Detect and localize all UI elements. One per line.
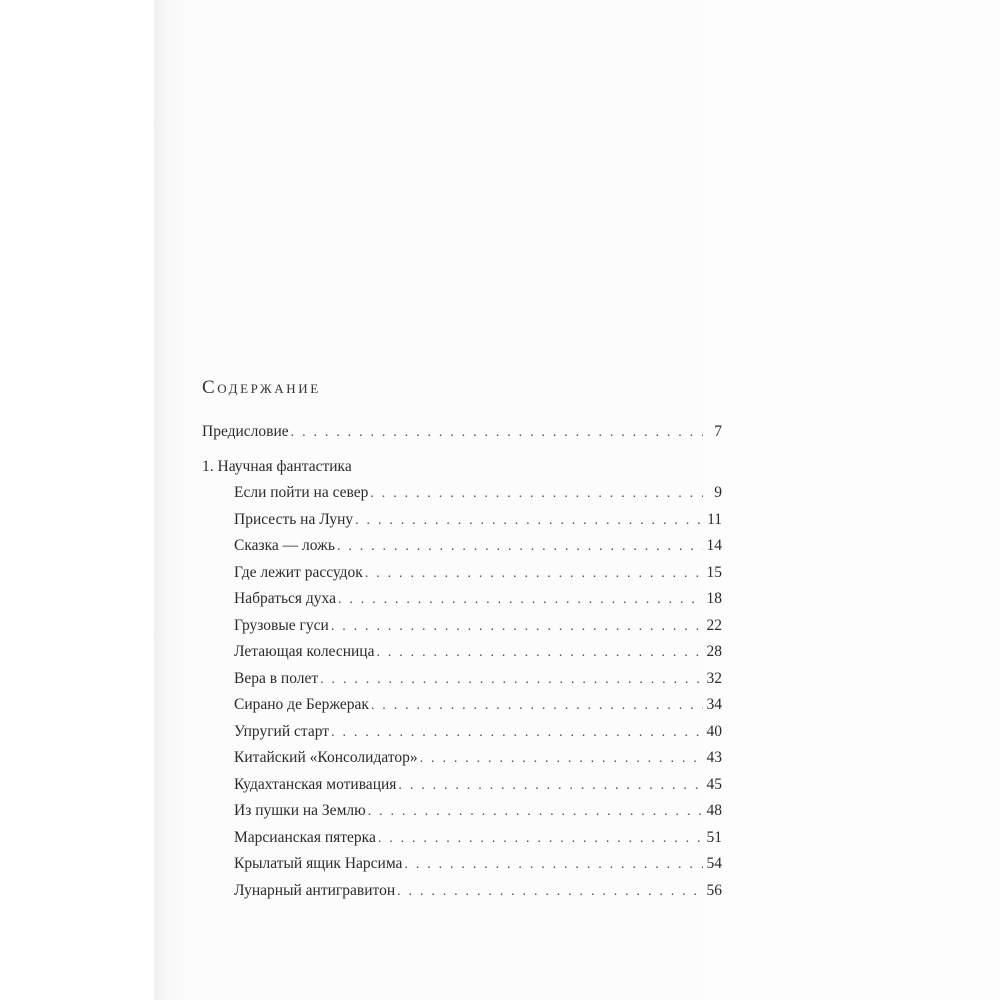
dot-leader <box>331 720 703 747</box>
toc-entry-title: Марсианская пятерка <box>234 828 376 846</box>
dot-leader <box>368 799 703 826</box>
toc-entry-page: 28 <box>706 643 722 660</box>
toc-entry-title: Если пойти на север <box>234 484 369 501</box>
toc-entry[interactable] <box>202 560 722 587</box>
toc-entry[interactable] <box>202 613 722 640</box>
dot-leader <box>376 640 703 667</box>
dot-leader <box>337 534 703 561</box>
dot-leader <box>355 508 703 535</box>
toc-entry[interactable] <box>202 745 722 772</box>
toc-entry-page: 15 <box>706 563 722 581</box>
toc-entry-title: Кудахтанская мотивация <box>234 775 397 793</box>
toc-entry-title: Лунарный антигравитон <box>234 881 396 899</box>
dot-leader <box>291 420 703 447</box>
toc-entry-page: 40 <box>706 722 722 740</box>
toc-entry[interactable] <box>202 586 722 613</box>
dot-leader <box>320 667 703 694</box>
table-of-contents <box>202 374 722 904</box>
toc-entry-title: Сказка — ложь <box>234 537 335 554</box>
dot-leader <box>365 561 703 588</box>
toc-entries-list <box>202 480 722 904</box>
toc-entry[interactable] <box>202 480 722 507</box>
toc-entry[interactable] <box>202 639 722 666</box>
toc-entry[interactable] <box>202 825 722 852</box>
toc-entry-page: 34 <box>706 696 722 713</box>
toc-entry[interactable] <box>202 692 722 719</box>
toc-heading: Содержание <box>202 377 321 398</box>
toc-entry[interactable] <box>202 507 722 534</box>
dot-leader <box>420 746 703 773</box>
toc-entry-title: Китайский «Консолидатор» <box>234 749 418 766</box>
dot-leader <box>398 773 703 800</box>
toc-entry-page: 32 <box>706 669 722 687</box>
toc-entry-title: Предисловие <box>202 423 289 440</box>
toc-entry-title: Где лежит рассудок <box>234 563 363 581</box>
toc-entry-page: 18 <box>706 590 722 607</box>
toc-entry-page: 51 <box>706 828 722 846</box>
toc-entry-title: Сирано де Бержерак <box>234 696 369 713</box>
dot-leader <box>370 481 703 508</box>
toc-entry-page: 45 <box>706 775 722 793</box>
dot-leader <box>378 826 703 853</box>
toc-entry-page: 48 <box>706 802 722 819</box>
dot-leader <box>331 614 703 641</box>
toc-entry-page: 7 <box>714 423 722 440</box>
toc-entry[interactable] <box>202 666 722 693</box>
toc-entry-page: 56 <box>706 881 722 899</box>
toc-entry-preface[interactable] <box>202 419 722 446</box>
toc-entry-title: Из пушки на Землю <box>234 802 366 819</box>
dot-leader <box>404 852 703 879</box>
toc-entry-page: 43 <box>706 749 722 766</box>
toc-section-heading: 1. Научная фантастика <box>202 457 352 475</box>
toc-entry-page: 54 <box>706 855 722 872</box>
toc-entry-title: Крылатый ящик Нарсима <box>234 855 403 872</box>
toc-entry[interactable] <box>202 878 722 905</box>
toc-entry[interactable] <box>202 533 722 560</box>
toc-entry-title: Грузовые гуси <box>234 616 329 634</box>
toc-entry-title: Вера в полет <box>234 669 319 687</box>
toc-entry-title: Набраться духа <box>234 590 336 607</box>
toc-entry[interactable] <box>202 851 722 878</box>
dot-leader <box>371 693 703 720</box>
toc-entry-page: 22 <box>706 616 722 634</box>
toc-entry-page: 14 <box>706 537 722 554</box>
dot-leader <box>338 587 703 614</box>
toc-entry[interactable] <box>202 798 722 825</box>
toc-entry-title: Присесть на Луну <box>234 510 354 528</box>
toc-entry-title: Упругий старт <box>234 722 330 740</box>
toc-entry-title: Летающая колесница <box>234 643 375 660</box>
toc-entry[interactable] <box>202 719 722 746</box>
toc-entry-page: 9 <box>714 484 722 501</box>
toc-entry-page: 11 <box>707 510 722 528</box>
toc-entry[interactable] <box>202 772 722 799</box>
dot-leader <box>397 879 703 906</box>
